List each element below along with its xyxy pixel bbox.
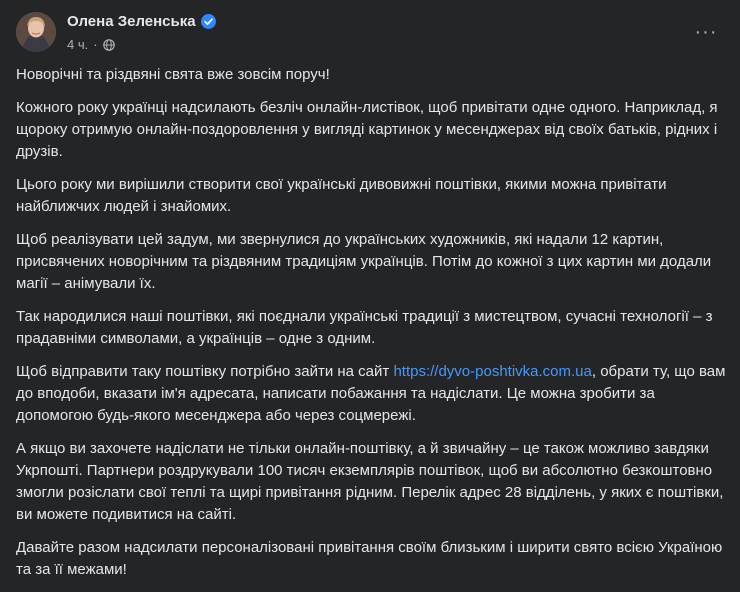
verified-badge-icon bbox=[201, 14, 216, 29]
meta-separator: · bbox=[93, 37, 98, 52]
paragraph-6-start: Щоб відправити таку поштівку потрібно зайти на сайт bbox=[16, 363, 394, 380]
post-timestamp[interactable]: 4 ч. bbox=[67, 37, 89, 52]
paragraph-4: Щоб реалізувати цей задум, ми звернулися до українських художників, які надали 12 картин, присвячених новорічним та різдвяним традиціям українців. Потім до кожної з цих картин ми додали магії – анімували їх. bbox=[16, 231, 712, 292]
more-options-button[interactable] bbox=[688, 14, 724, 50]
paragraph-1: Новорічні та різдвяні свята вже зовсім поруч! bbox=[16, 66, 330, 83]
paragraph-3: Цього року ми вирішили створити свої українські дивовижні поштівки, якими можна привітати найближчих людей і знайомих. bbox=[16, 176, 667, 215]
author-name-row bbox=[67, 13, 216, 30]
paragraph-6 bbox=[16, 361, 728, 427]
globe-icon[interactable] bbox=[103, 39, 115, 51]
avatar-photo bbox=[16, 12, 56, 52]
paragraph-5: Так народилися наші поштівки, які поєднали українські традиції з мистецтвом, сучасні технології – з прадавніми символами, а українців – одне з одним. bbox=[16, 308, 713, 347]
post-text bbox=[16, 64, 728, 592]
author-name[interactable]: Олена Зеленська bbox=[67, 13, 196, 30]
paragraph-8: Давайте разом надсилати персоналізовані привітання своїм близьким і ширити свято всією Україною та за її межами! bbox=[16, 539, 723, 578]
post-meta bbox=[67, 37, 115, 52]
paragraph-2: Кожного року українці надсилають безліч онлайн-листівок, щоб привітати одне одного. Наприклад, я щороку отримую онлайн-поздоровлення у вигляді картинок у месенджерах від своїх батьків, рідних і друзів. bbox=[16, 99, 718, 160]
post-header bbox=[16, 8, 724, 58]
more-horizontal-icon: ··· bbox=[694, 20, 718, 43]
paragraph-6-end: , обрати ту, що вам до вподоби, вказати ім'я адресата, написати побажання та надіслати. Це можна зробити за допомогою будь-якого месенджера або через соцмережі. bbox=[16, 363, 726, 424]
site-link[interactable]: https://dyvo-poshtivka.com.ua bbox=[393, 363, 592, 380]
avatar[interactable] bbox=[16, 12, 56, 52]
paragraph-7: А якщо ви захочете надіслати не тільки онлайн-поштівку, а й звичайну – це також можливо завдяки Укрпошті. Партнери роздрукували 100 тисяч екземплярів поштівок, щоб ви абсолютно безкоштовно змогли розіслати свої теплі та щирі привітання рідним. Перелік адрес 28 відділень, у яких є поштівки, ви можете подивитися на сайті. bbox=[16, 440, 724, 523]
